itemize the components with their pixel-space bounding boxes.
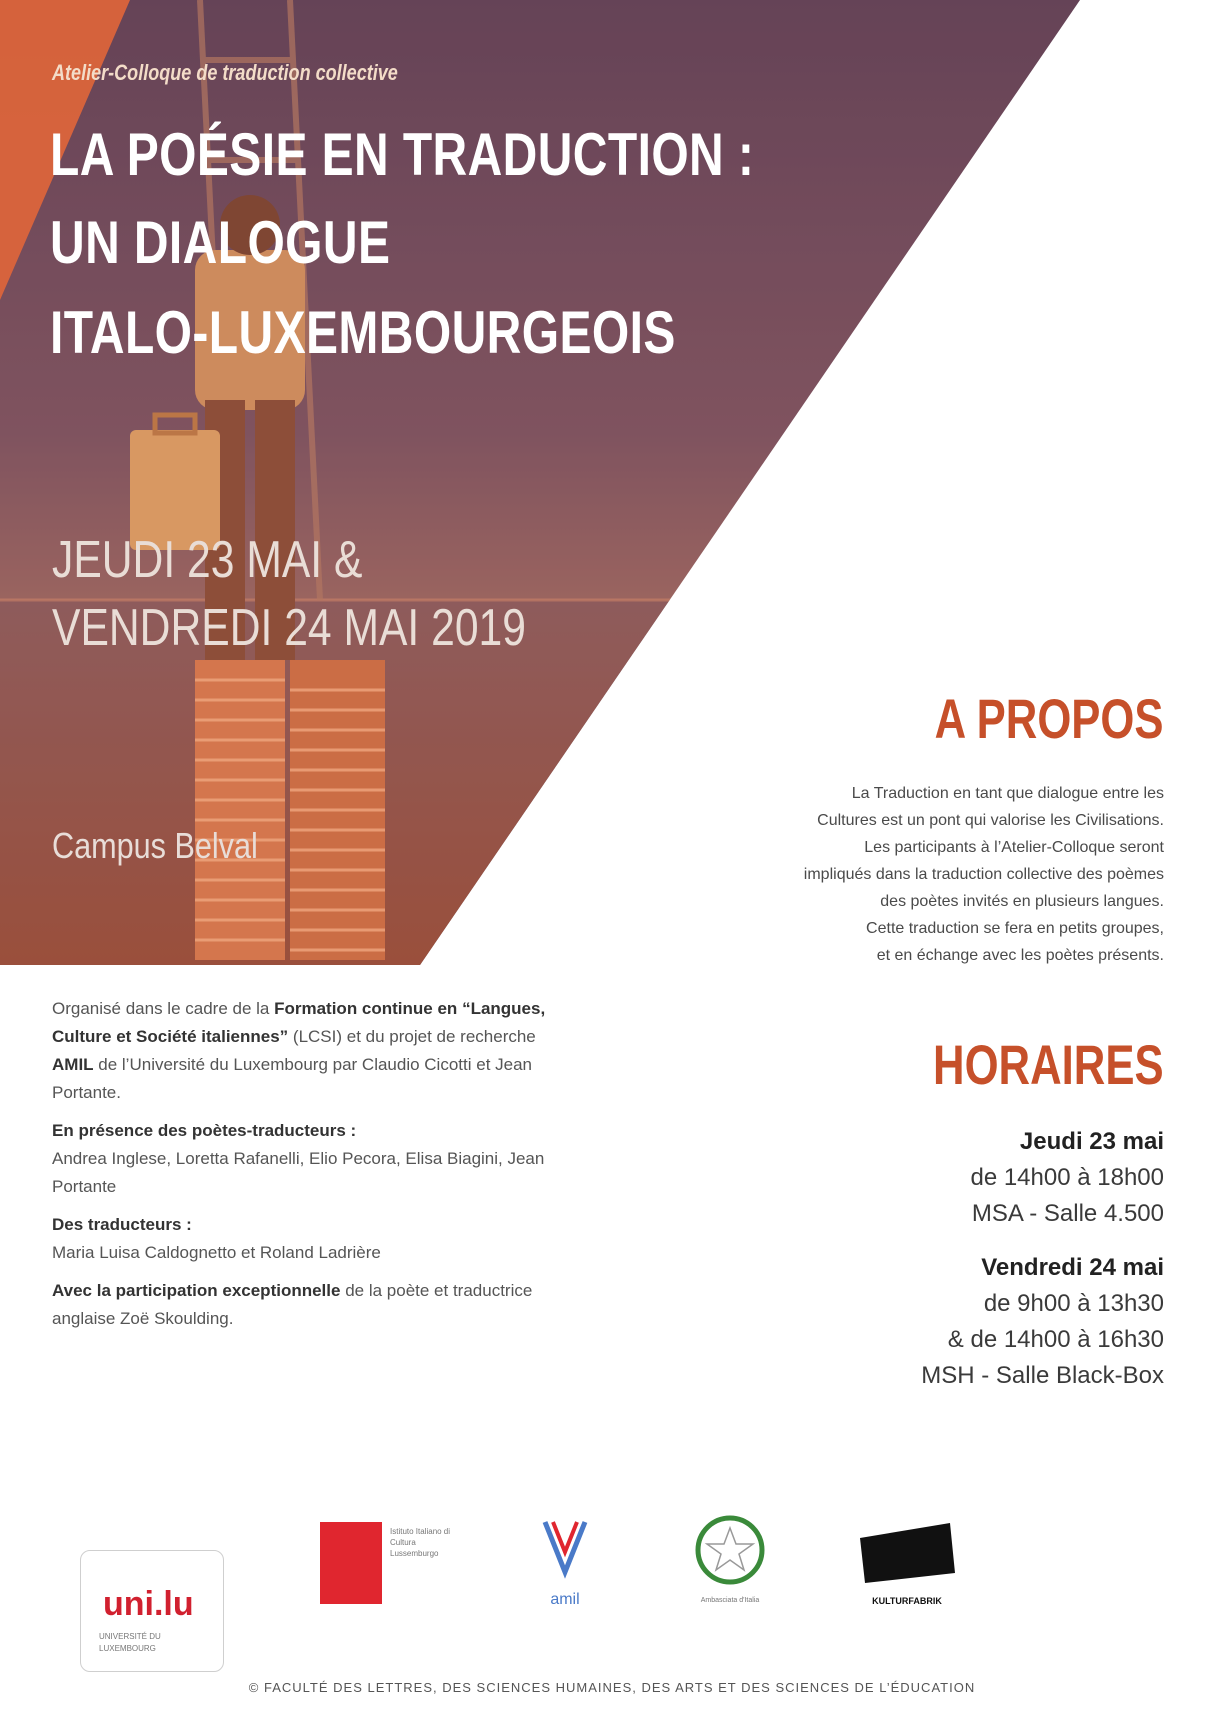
istituto-logo-mark	[320, 1522, 382, 1604]
date-line-2: VENDREDI 24 MAI 2019	[52, 599, 526, 657]
about-line: La Traduction en tant que dialogue entre les	[851, 785, 1164, 802]
participation-block	[52, 1277, 572, 1333]
translators-block	[52, 1211, 572, 1267]
kulturfabrik-wordmark: KULTURFABRIK	[872, 1596, 942, 1606]
about-heading: A PROPOS	[935, 687, 1164, 750]
poets-block	[52, 1117, 572, 1201]
schedule-day-1	[970, 1124, 1164, 1232]
about-line: et en échange avec les poètes présents.	[876, 947, 1164, 964]
schedule-time: & de 14h00 à 16h30	[947, 1326, 1164, 1353]
schedule-day-label: Vendredi 24 mai	[981, 1254, 1164, 1281]
amil-wordmark: amil	[550, 1591, 580, 1608]
location: Campus Belval	[52, 825, 258, 866]
uni-lu-wordmark: uni.lu	[103, 1585, 194, 1623]
organization-intro	[52, 995, 572, 1107]
intro-text: de l’Université du Luxembourg par Claudio Cicotti et Jean Portante.	[52, 1055, 533, 1102]
schedule-time: de 14h00 à 18h00	[970, 1164, 1164, 1191]
translators-list: Maria Luisa Caldognetto et Roland Ladrière	[52, 1243, 381, 1262]
amil-logo	[535, 1512, 595, 1612]
poets-label: En présence des poètes-traducteurs :	[52, 1121, 357, 1140]
schedule-room: MSA - Salle 4.500	[971, 1200, 1164, 1227]
event-subtitle: Atelier-Colloque de traduction collective	[52, 60, 398, 85]
partner-logos	[0, 1500, 1224, 1680]
title-line-3: ITALO-LUXEMBOURGEOIS	[50, 299, 676, 366]
schedule-day-label: Jeudi 23 mai	[1019, 1128, 1164, 1155]
istituto-logo-text: Istituto Italiano di Cultura Lussemburgo	[390, 1527, 451, 1558]
participation-label: Avec la participation exceptionnelle	[52, 1281, 341, 1300]
footer-credit: © FACULTÉ DES LETTRES, DES SCIENCES HUMAINES, DES ARTS ET DES SCIENCES DE L’ÉDUCATION	[248, 1680, 976, 1695]
emblem-caption: Ambasciata d'Italia	[700, 1597, 760, 1604]
about-line: des poètes invités en plusieurs langues.	[880, 893, 1164, 910]
uni-lu-caption: UNIVERSITÉ DU LUXEMBOURG	[99, 1632, 161, 1653]
translators-label: Des traducteurs :	[52, 1215, 192, 1234]
kulturfabrik-logo	[855, 1518, 965, 1608]
about-line: Cultures est un pont qui valorise les Civilisations.	[817, 812, 1164, 829]
date-line-1: JEUDI 23 MAI &	[52, 531, 363, 589]
intro-bold: Formation continue en	[274, 999, 458, 1018]
intro-text: (LCSI) et du projet de recherche	[288, 1027, 536, 1046]
about-line: Cette traduction se fera en petits groupes,	[866, 920, 1164, 937]
intro-bold: “Langues, Culture et Société italiennes”	[52, 999, 546, 1046]
about-line: impliqués dans la traduction collective des poèmes	[803, 866, 1164, 883]
participation-text: de la poète et traductrice anglaise Zoë Skoulding.	[52, 1281, 533, 1328]
title-line-2: UN DIALOGUE	[50, 209, 391, 276]
schedule-time: de 9h00 à 13h30	[983, 1290, 1164, 1317]
schedule-heading: HORAIRES	[933, 1033, 1164, 1096]
italian-emblem	[690, 1510, 770, 1610]
intro-text: Organisé dans le cadre de la	[52, 999, 275, 1018]
poets-list: Andrea Inglese, Loretta Rafanelli, Elio Pecora, Elisa Biagini, Jean Portante	[52, 1149, 545, 1196]
about-text	[644, 780, 1164, 969]
intro-bold: AMIL	[52, 1055, 94, 1074]
schedule-room: MSH - Salle Black-Box	[921, 1362, 1164, 1389]
uni-lu-logo	[80, 1550, 224, 1672]
schedule-day-2	[921, 1250, 1164, 1394]
title-line-1: LA POÉSIE EN TRADUCTION :	[50, 121, 755, 188]
organization-info	[52, 995, 572, 1343]
about-line: Les participants à l’Atelier-Colloque seront	[864, 839, 1164, 856]
